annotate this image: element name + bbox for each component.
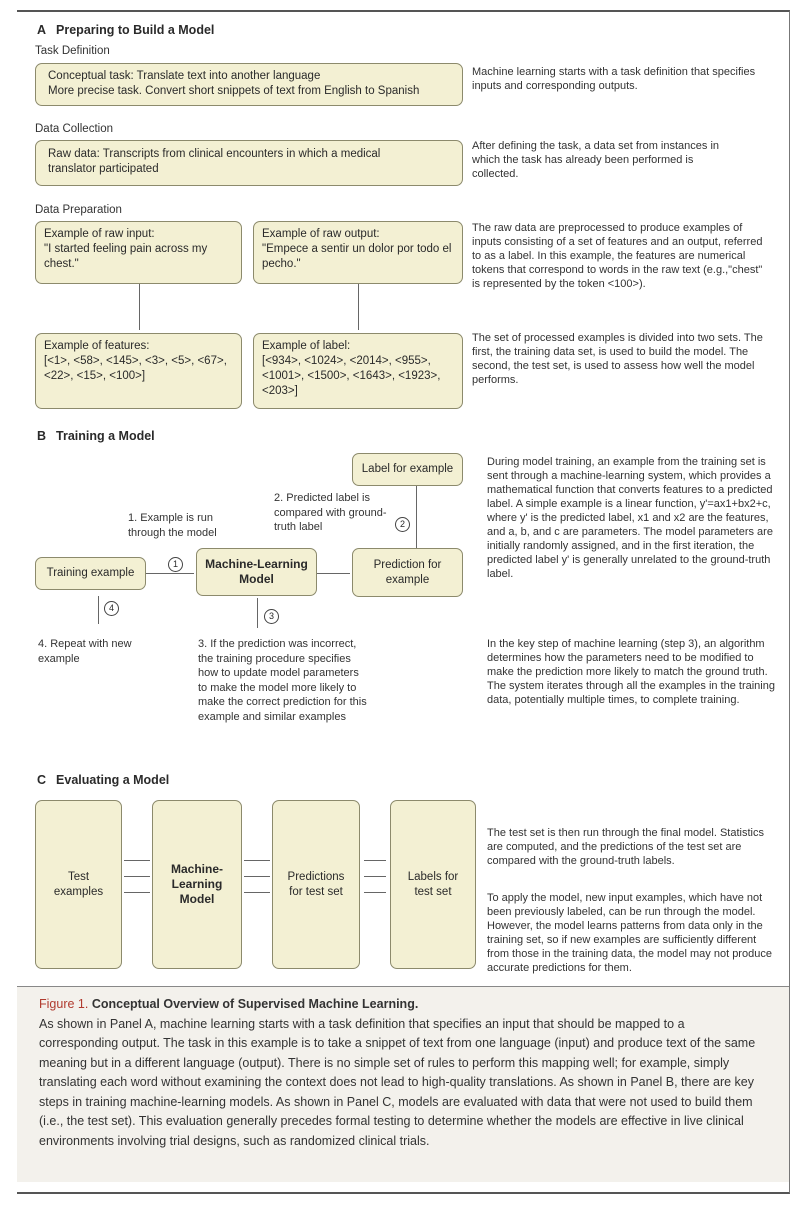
task-definition-heading: Task Definition <box>35 45 110 57</box>
arrow-input-to-features <box>139 284 140 330</box>
features-title: Example of features: <box>44 340 150 352</box>
data-collection-note: After defining the task, a data set from instances in which the task has already been performed is collected. <box>472 140 720 180</box>
test-examples-box: Test examples <box>35 800 122 969</box>
ml-model-box: Machine-Learning Model <box>196 548 317 596</box>
label-text: [<934>, <1024>, <2014>, <955>, <1001>, <1500>, <1643>, <1923>, <203>] <box>262 355 441 397</box>
raw-input-title: Example of raw input: <box>44 228 155 240</box>
figure-caption <box>17 986 789 1182</box>
arrow <box>124 892 150 893</box>
arrow-repeat <box>98 596 99 624</box>
raw-input-box <box>35 221 242 284</box>
arrow-training-to-model <box>146 573 194 574</box>
compare-arrow <box>364 876 386 877</box>
raw-output-box <box>253 221 463 284</box>
figure-number: Figure 1. <box>39 997 89 1011</box>
label-box <box>253 333 463 409</box>
panel-c-heading <box>37 773 169 787</box>
compare-arrow <box>364 892 386 893</box>
conceptual-task: Conceptual task: Translate text into another language <box>48 70 321 82</box>
arrow-update <box>257 598 258 628</box>
data-collection-box <box>35 140 463 186</box>
prediction-box: Prediction for example <box>352 548 463 597</box>
labels-box: Labels for test set <box>390 800 476 969</box>
data-collection-heading: Data Collection <box>35 123 113 135</box>
step-4-text: 4. Repeat with new example <box>38 638 132 665</box>
arrow <box>244 892 270 893</box>
arrow <box>244 860 270 861</box>
step-3-marker: 3 <box>264 609 279 624</box>
panel-letter: B <box>37 429 47 443</box>
test-note: The test set is then run through the final model. Statistics are computed, and the predictions of the test set are compared with the ground-truth labels. <box>487 827 764 867</box>
arrow-model-to-prediction <box>317 573 350 574</box>
compare-arrow <box>364 860 386 861</box>
label-for-example-box: Label for example <box>352 453 463 486</box>
step-4-marker: 4 <box>104 601 119 616</box>
panel-letter: C <box>37 773 47 787</box>
raw-input-text: "I started feeling pain across my chest." <box>44 243 208 270</box>
raw-output-title: Example of raw output: <box>262 228 380 240</box>
arrow <box>124 860 150 861</box>
panel-title: Preparing to Build a Model <box>56 23 215 37</box>
step-2-text: 2. Predicted label is compared with ground-truth label <box>274 492 387 533</box>
caption-text: As shown in Panel A, machine learning starts with a task definition that specifies an input that should be mapped to a corresponding output. The task in this example is to take a snippet of text from one language (input) and produce text of the same meaning but in a different language (output). There is no simple set of rules to perform this mapping well; for example, simply translating each word without examining the context does not lead to high-quality translations. As shown in Panel B, there are key steps in training machine-learning models. As shown in Panel C, models are evaluated with data that were not used to build them (i.e., the test set). This evaluation generally precedes formal testing to determine whether the models are effective in live clinical environments involving trial designs, such as randomized clinical trials. <box>39 1016 756 1148</box>
panel-title: Evaluating a Model <box>56 773 170 787</box>
task-definition-box <box>35 63 463 106</box>
arrow <box>124 876 150 877</box>
features-box <box>35 333 242 409</box>
arrow-output-to-label <box>358 284 359 330</box>
data-preparation-heading: Data Preparation <box>35 204 122 216</box>
step-2-marker: 2 <box>395 517 410 532</box>
arrow <box>244 876 270 877</box>
raw-output-text: "Empece a sentir un dolor por todo el pecho." <box>262 243 452 270</box>
step-3-text: 3. If the prediction was incorrect, the training procedure specifies how to update model parameters to make the model more likely to make the correct prediction for this example and similar examples <box>198 638 367 723</box>
step-1-text: 1. Example is run through the model <box>128 512 217 539</box>
task-definition-note: Machine learning starts with a task definition that specifies inputs and corresponding outputs. <box>472 66 756 92</box>
data-split-note: The set of processed examples is divided into two sets. The first, the training data set, is used to build the model. The second, the test set, is used to assess how well the model performs. <box>472 332 763 386</box>
predictions-box: Predictions for test set <box>272 800 360 969</box>
panel-a-heading <box>37 23 214 37</box>
arrow-compare <box>416 486 417 548</box>
features-text: [<1>, <58>, <145>, <3>, <5>, <67>, <22>, <15>, <100>] <box>44 355 227 382</box>
panel-title: Training a Model <box>56 429 155 443</box>
step-1-marker: 1 <box>168 557 183 572</box>
key-step-note: In the key step of machine learning (step 3), an algorithm determines how the parameters need to be modified to make the prediction more likely to match the ground truth. The system iterates through all the examples in the training data, potentially multiple times, to complete training. <box>487 638 775 706</box>
caption-title: Conceptual Overview of Supervised Machine Learning. <box>91 997 419 1011</box>
apply-note: To apply the model, new input examples, which have not been previously labeled, can be run through the model. However, the model learns patterns from data only in the training set, so if new examples are sufficiently different from those in the training data, the model may not produce accurate predictions for them. <box>487 892 772 974</box>
panel-letter: A <box>37 23 47 37</box>
training-note: During model training, an example from the training set is sent through a machine-learning system, which provides a mathematical function that converts features to a predicted label. A simple example is a linear function, y'=ax1+bx2+c, where y' is the predicted label, x1 and x2 are the features, and a, b, and c are parameters. The model parameters are initially randomly assigned, and in the first iteration, the predicted label y' is generally unrelated to the ground-truth label. <box>487 456 773 580</box>
raw-data-text: Raw data: Transcripts from clinical encounters in which a medical translator participated <box>48 148 381 175</box>
data-preparation-note: The raw data are preprocessed to produce examples of inputs consisting of a set of features and an output, referred to as a label. In this example, the features are numerical tokens that correspond to words in the raw text (e.g.,"chest" is represented by the token <100>). <box>472 222 763 290</box>
panel-b-heading <box>37 429 155 443</box>
precise-task: More precise task. Convert short snippets of text from English to Spanish <box>48 85 420 97</box>
training-example-box: Training example <box>35 557 146 590</box>
ml-model-box: Machine-Learning Model <box>152 800 242 969</box>
label-title: Example of label: <box>262 340 351 352</box>
